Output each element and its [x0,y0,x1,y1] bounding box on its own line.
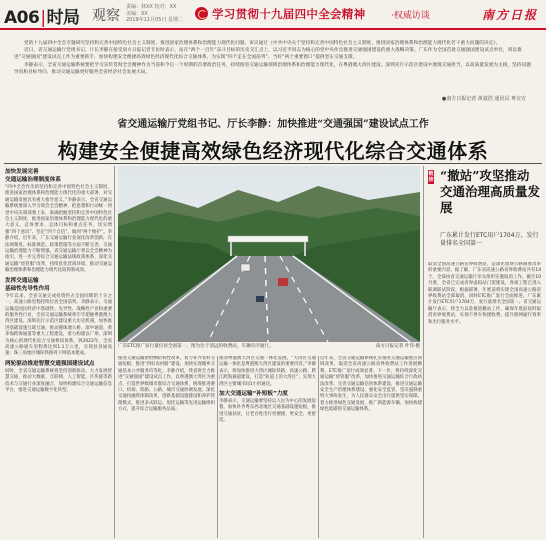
sidebar-column [428,262,541,538]
editor-info [126,4,186,24]
editor-line: 责编：林XX 校对：XX [126,4,177,10]
subheading: 加快发展完善 交通运输治理制度体系 [5,169,61,183]
main-headline: 构建安全便捷高效绿色经济现代化综合交通体系 [57,139,489,163]
byline: ●南方日报记者 黄叙浩 通讯员 粤交宣 [441,96,526,102]
toll-road-image [118,166,420,342]
subheading: 加大交通运输“补短板”力度 [219,391,288,398]
photo-credit: 南方日报记者 叶伟·摄 [375,344,420,349]
column-divider [423,166,424,538]
lead-paragraphs [14,40,532,108]
body-text: 今年以来，全省交通完成投资约占全国同期的十分之一，高速公路里程持续位居全国前列。李静表示，交通运输是国民经济中基础性、先导性、战略性产业和重要的服务性行业，全省交通运输系统将牢牢把握粤港澳大湾区建设、深圳先行示范区建设重大历史机遇，加快推进基础设施互联互通，推动港珠澳大桥、深中通道、黄茅海跨海通道等重大工程建设，着力构建以广州、深圳为核心的现代化综合交通枢纽体系。到2022年，全省高速公路通车里程将达到1.1万公里，实现县县通高速；珠三角地区城际铁路骨干网基本建成。 [5,293,112,357]
subheading: 两轮驱动推进智慧交通强国建设试点 [5,360,95,367]
page-number: A06 [4,8,40,28]
body-text: 取消全国高速公路省界收费站，是深化收费公路制度改革的重要内容。据了解，广东省高速公路省界收费站共有14个，全部由省交通运输厅牵头组织实施取消工作。截至10月底，全省已完成省界虚拟站门架建设，各项工程已进入联调联试阶段。根据部署，年底前将实现全国高速公路省界收费站全部取消，同时ETC推广发行全面推进。广东累计发行ETC用户1704万，发行量排名全国第一。省交通运输厅表示，将全力以赴推进撤站工作，确保年底前按时取消省界收费站，实现不停车快捷收费，提升路网通行效率和出行服务水平。 [428,262,541,325]
column-divider [114,166,115,538]
section-name: 观察 [92,8,120,24]
lead-paragraph: 党的十九届四中全会专题研究坚持和完善中国特色社会主义制度、推进国家治理体系和治理能力现代化问题，审议通过《中共中央关于坚持和完善中国特色社会主义制度、推进国家治理体系和治理能力现代化若干重大问题的决定》。 [24,41,501,46]
sidebar-tag: 链接 [428,171,434,183]
article-column [5,166,112,538]
kicker-headline: 省交通运输厅党组书记、厅长李静：加快推进“交通强国”建设试点工作 [117,119,429,130]
caption-text: 广东ETC推广发行量位居全国第一，图为位于清远的收费站，车辆有序通行。 [118,344,274,349]
masthead [0,0,546,30]
campaign-slogan: 学习贯彻十九届四中全会精神 [212,7,366,21]
designer-line: 美编：XX [126,10,148,17]
column-divider [318,356,319,538]
sidebar-headline: “撤站”攻坚推动交通治理高质量发展 [440,168,541,215]
sidebar-feature [426,166,542,260]
body-text: 李静表示，交通运输要坚持以人民为中心的发展思想，加快补齐粤东西北地区交通基础设施短板，推进交通扶贫，让老百姓出行更便捷、更安全、更舒适。 [219,399,316,424]
divider [4,163,542,164]
body-text: 推进交通运输供给侧结构性改革，着力补齐农村交通短板，推进“四好农村路”建设，加快实现城乡交通基本公共服务均等化。李静介绍，我省将全力推进“交通强国”建设试点工作，以粤港澳大湾区为重点，打造世界级城市群综合交通体系，统筹推进港口、机场、铁路、公路、城市交通协调发展。深化交通投融资体制改革，创新基础设施建设和养护管理模式，推进多式联运、甩挂运输等先进运输组织方式，提升综合运输服务品质。 [118,356,215,413]
body-text: 同时，全省交通运输系统将坚持创新驱动，大力发展智慧交通，推动大数据、互联网、人工智能、区块链等新技术与交通行业深度融合，加快构建综合交通运输信息平台，推进交通运输数字化转型。 [5,368,112,393]
date-line: 2019年11月05日 星期二 [126,17,184,23]
newspaper-logo: 南方日报 [481,8,538,22]
sidebar-subheadline: 广东累计发行ETC用户1704万，发行量排名全国第一 [440,232,539,247]
party-emblem-icon [195,7,208,20]
lead-paragraph: 李静表示，全省交通运输系统要把学习宣传贯彻全会精神作为当前和今后一个时期的首要政治任务，持续推进交通运输领域治理体系和治理能力现代化，在粤港澳大湾区建设、深圳先行示范区建设中展现交通担当，以高质量发展为主线，坚持问题导向和目标导向，推动交通运输更好服务全省经济社会发展大局。 [14,62,531,75]
column-divider [217,356,218,538]
article-column [219,356,316,538]
section-title: 时局 [46,8,80,28]
body-text: 推动粤港澳大湾区交通一体化发展。“大湾区交通运输一体化是粤港澳大湾区建设的重要内容。”李静表示，将加快推进大湾区城际铁路、高速公路、跨江跨海通道建设，打造“轨道上的大湾区”，实现大湾区主要城市间1小时通达。 [219,356,316,387]
highway-photo [118,166,420,342]
body-text: 近年来，全省交通运输系统扎实推进交通运输重点领域改革，取消全省高速公路省界收费站工作进展顺利，ETC推广发行成效显著。下一步，将持续深化交通运输“放管服”改革，加快推进交通运输综合行政执法改革，完善交通运输信用体系建设，推进交通运输安全生产治理体系建设，强化安全监管，坚决遏制重特大事故发生，为人民群众安全出行提供坚实保障。着力推进绿色交通发展，推广新能源车辆，加快构建绿色低碳的交通运输体系。 [320,356,422,413]
article-column [320,356,422,538]
section-code: A06|时局 [4,8,80,28]
body-text: “四中全会作出的坚持和完善中国特色社会主义制度、推进国家治理体系和治理能力现代化的重大部署，对交通运输发展具有重大指导意义。”李静表示，全省交通运输系统要深入学习领会全会精神，把思想和行动统一到党中央决策部署上来，准确把握坚持和完善中国特色社会主义制度、推进国家治理体系和治理能力现代化的重大意义、总体要求、总体目标和重点任务，切实增强“四个意识”、坚定“四个自信”、做到“两个维护”。李静介绍，近年来，广东交通运输行业深化改革创新，在法规制度、标准规范、政策措施等方面不断完善，交通运输治理能力不断增强。省交通运输厅将以全会精神为指引，进一步完善综合交通运输法规政策体系，深化交通运输“放管服”改革，持续优化营商环境，推动交通运输治理体系和治理能力现代化取得新成效。 [5,185,112,274]
article-column [118,356,215,538]
subheading: 发挥交通运输 基础性先导性作用 [5,277,50,292]
slogan-subtitle: ·权威访谈 [391,11,430,21]
photo-caption [118,343,420,349]
lead-paragraph: 近日，省交通运输厅党组书记、厅长李静在接受南方日报记者专访时表示，站在“两个一百年”奋斗目标的历史交汇点上，以习近平同志为核心的党中央作出推进交通强国建设的重大战略决策。广东作为全国首批交通强国建设试点单位，将以推进“交通强国”建设试点工作为重要抓手，加快构建安全便捷高效绿色经济现代化综合交通体系，为实现“四个走在全国前列”、当好“两个重要窗口”提供坚实交通支撑。 [14,48,522,61]
